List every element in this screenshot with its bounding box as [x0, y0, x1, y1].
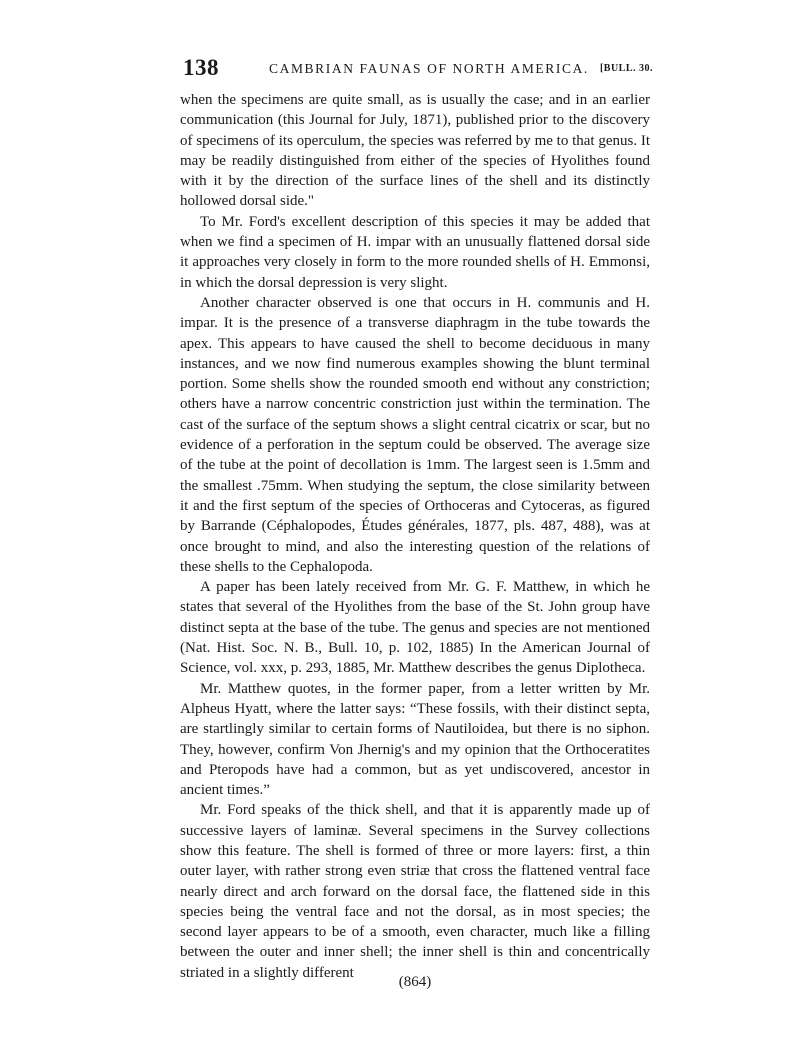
- paragraph-diaphragm: Another character observed is one that occurs in H. communis and H. impar. It is the presence of a transverse diaphragm in the tube towards the apex. This appears to have caused the shell to become deciduous in many instances, and we now find numerous examples showing the blunt terminal portion. Some shells show the rounded smooth end without any constriction; others have a narrow concentric constriction just within the termination. The cast of the surface of the septum shows a slight central cicatrix or scar, but no evidence of a perforation in the septum could be observed. The average size of the tube at the point of decollation is 1mm. The largest seen is 1.5mm and the smallest .75mm. When studying the septum, the close similarity between it and the first septum of the species of Orthoceras and Cytoceras, as figured by Barrande (Céphalopodes, Études générales, 1877, pls. 487, 488), was at once brought to mind, and also the interesting question of the relations of these shells to the Cephalopoda.: [180, 294, 650, 575]
- page-number: 138: [183, 55, 219, 80]
- bulletin-reference: [BULL. 30.: [599, 63, 653, 74]
- paragraph-hyatt-quote: Mr. Matthew quotes, in the former paper, from a letter written by Mr. Alpheus Hyatt, where the latter says: “These fossils, with their distinct septa, are startlingly similar to certain forms of Nautiloidea, but there is no siphon. They, however, confirm Von Jhernig's and my opinion that the Orthoceratites and Pteropods have had a common, but as yet undiscovered, ancestor in ancient times.”: [180, 680, 650, 799]
- body-text: [180, 90, 650, 983]
- running-title: CAMBRIAN FAUNAS OF NORTH AMERICA.: [269, 61, 589, 76]
- page-header: [183, 55, 653, 87]
- paragraph-shell-layers: Mr. Ford speaks of the thick shell, and that it is apparently made up of successive layers of laminæ. Several specimens in the Survey collections show this feature. The shell is formed of three or more layers: first, a thin outer layer, with rather strong even striæ that cross the flattened ventral face nearly direct and arch forward on the dorsal face, the flattened side in this species being the ventral face and not the dorsal, as in most species; the second layer appears to be of a smooth, even character, much like a filling between the outer and inner shell; the inner shell is thin and concentrically striated in a slightly different: [180, 802, 650, 981]
- paragraph-continued: when the specimens are quite small, as is usually the case; and in an earlier communication (this Journal for July, 1871), published prior to the discovery of specimens of its operculum, the species was referred by me to that genus. It may be readily distinguished from either of the species of Hyolithes found with it by the direction of the surface lines of the shell and its distinctly hollowed dorsal side.": [180, 92, 650, 210]
- paragraph-ford-description: To Mr. Ford's excellent description of this species it may be added that when we find a specimen of H. impar with an unusually flattened dorsal side it approaches very closely in form to the more rounded shells of H. Emmonsi, in which the dorsal depression is very slight.: [180, 213, 650, 291]
- page-footer: [0, 974, 800, 991]
- paragraph-matthew-paper: A paper has been lately received from Mr. G. F. Matthew, in which he states that several of the Hyolithes from the base of the St. John group have distinct septa at the base of the tube. The genus and species are not mentioned (Nat. Hist. Soc. N. B., Bull. 10, p. 102, 1885) In the American Journal of Science, vol. xxx, p. 293, 1885, Mr. Matthew describes the genus Diplotheca.: [180, 579, 650, 677]
- folio-number: (864): [398, 974, 432, 990]
